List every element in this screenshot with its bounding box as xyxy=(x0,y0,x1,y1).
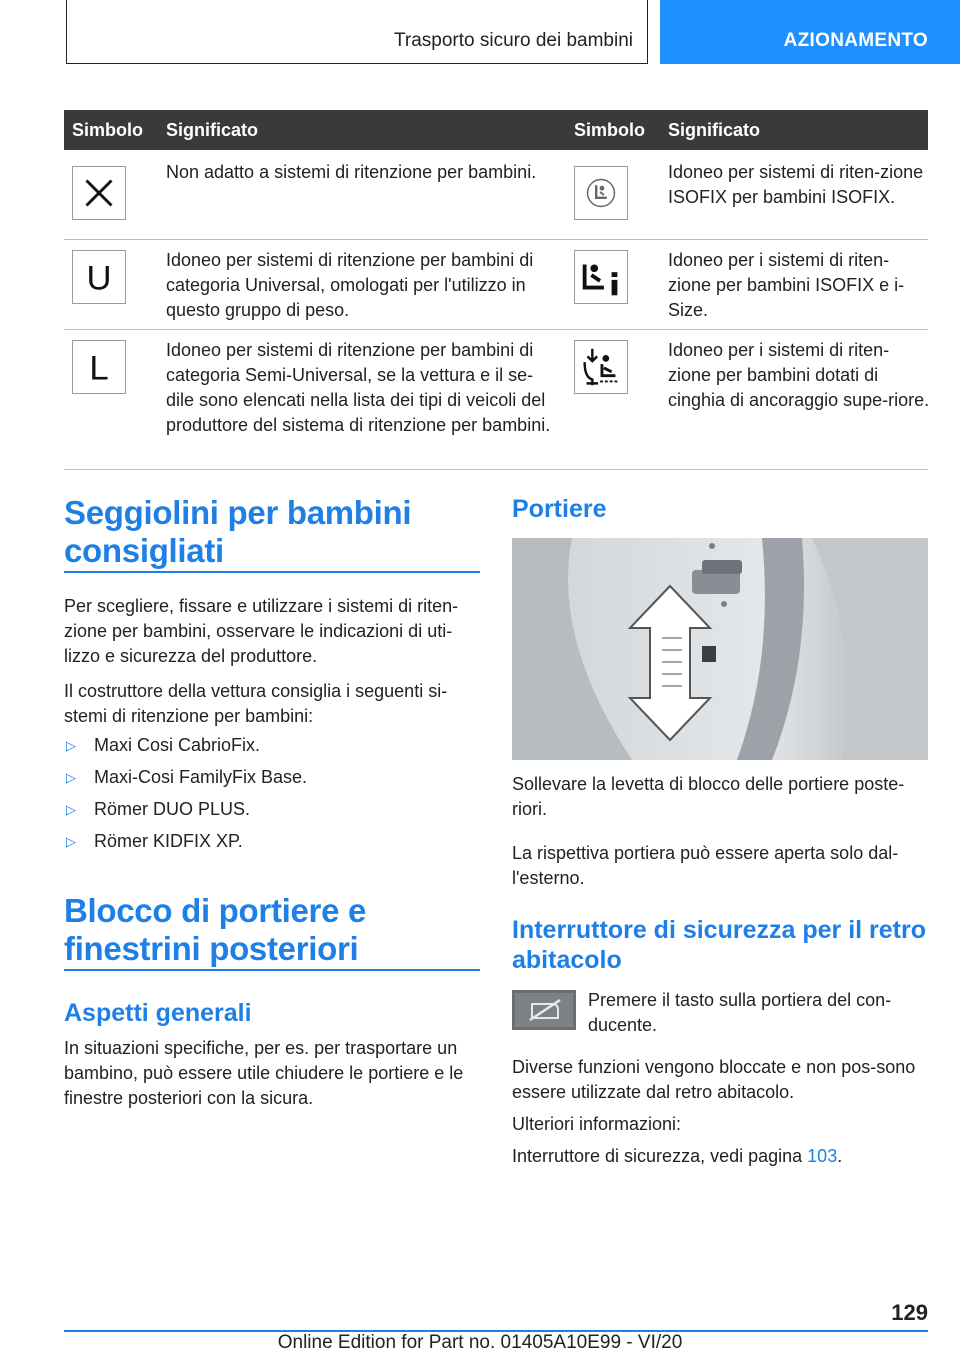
row2-right-text: Idoneo per i sistemi di riten-zione per bambini ISOFIX e i-Size. xyxy=(668,250,905,320)
heading-recommended-seats: Seggiolini per bambini consigliati xyxy=(64,494,412,569)
running-header-box xyxy=(66,0,648,64)
page-reference-link[interactable]: 103 xyxy=(807,1146,838,1166)
chapter-title: AZIONAMENTO xyxy=(783,30,928,51)
letter-l-icon xyxy=(72,340,126,394)
para-functions-blocked: Diverse funzioni vengono bloccate e non pos-sono essere utilizzate dal retro abitacolo. xyxy=(512,1057,916,1102)
col-header-symbol-1: Simbolo xyxy=(72,120,143,140)
top-tether-anchor-icon xyxy=(574,340,628,394)
subheading-general: Aspetti generali xyxy=(64,999,252,1027)
heading-rule xyxy=(64,969,480,971)
para-door-outside: La rispettiva portiera può essere aperta solo dal-l'esterno. xyxy=(512,843,899,888)
heading-door-window-lock: Blocco di portiere e finestrini posteriori xyxy=(64,892,367,967)
para-choose-seat: Per scegliere, fissare e utilizzare i sistemi di riten-zione per bambini, osservare le indicazioni di uti-lizzo e sicurezza del produttore. xyxy=(64,596,459,666)
triangle-bullet-icon: ▷ xyxy=(66,834,76,849)
heading-rule xyxy=(64,571,480,573)
triangle-bullet-icon: ▷ xyxy=(66,770,76,785)
heading-rear-safety-switch: Interruttore di sicurezza per il retro abitacolo xyxy=(512,916,926,974)
col-header-meaning-2: Significato xyxy=(668,120,761,140)
para-press-button: Premere il tasto sulla portiera del con-ducente. xyxy=(588,990,892,1035)
door-lock-lever-photo xyxy=(512,538,928,760)
isofix-seat-icon xyxy=(574,166,628,220)
triangle-bullet-icon: ▷ xyxy=(66,802,76,817)
para-manufacturer-recommends: Il costruttore della vettura consiglia i seguenti si-stemi di ritenzione per bambini: xyxy=(64,681,448,726)
para-more-info: Ulteriori informazioni: xyxy=(512,1114,682,1134)
svg-text:L: L xyxy=(89,349,109,388)
svg-text:U: U xyxy=(86,259,112,298)
row3-left-text: Idoneo per sistemi di ritenzione per bambini di categoria Semi-Universal, se la vettura e il se-dile sono elencati nella lista dei tipi di veicoli del produttore del sistema di ritenzione per bambini. xyxy=(166,340,551,435)
col-header-symbol-2: Simbolo xyxy=(574,120,645,140)
row2-left-text: Idoneo per sistemi di ritenzione per bambini di categoria Universal, omologati per l'utilizzo in questo gruppo di peso. xyxy=(166,250,534,320)
table-row xyxy=(64,150,928,240)
page-number: 129 xyxy=(891,1300,928,1325)
isofix-i-size-icon xyxy=(574,250,628,304)
para-general: In situazioni specifiche, per es. per trasportare un bambino, può essere utile chiudere le portiere e le finestre posteriori con la sicura. xyxy=(64,1038,464,1108)
footer-edition: Online Edition for Part no. 01405A10E99 - VI/20 xyxy=(277,1332,683,1353)
table-header-row xyxy=(64,110,928,150)
col-header-meaning-1: Significato xyxy=(166,120,259,140)
row3-right-text: Idoneo per i sistemi di riten-zione per bambini dotati di cinghia di ancoraggio supe-riore. xyxy=(668,340,930,410)
symbol-table xyxy=(64,110,928,470)
cross-icon xyxy=(72,166,126,220)
para-lift-lever: Sollevare la levetta di blocco delle portiere poste-riori. xyxy=(512,774,905,819)
table-row xyxy=(64,330,928,470)
row1-right-text: Idoneo per sistemi di riten-zione ISOFIX per bambini ISOFIX. xyxy=(668,162,924,207)
heading-doors: Portiere xyxy=(512,495,607,523)
rear-window-lock-button-icon xyxy=(512,990,576,1030)
letter-u-icon xyxy=(72,250,126,304)
triangle-bullet-icon: ▷ xyxy=(66,738,76,753)
section-title: Trasporto sicuro dei bambini xyxy=(393,30,633,51)
chapter-tab[interactable] xyxy=(660,0,960,64)
row1-left-text: Non adatto a sistemi di ritenzione per bambini. xyxy=(166,162,537,182)
para-see-page: Interruttore di sicurezza, vedi pagina 103. xyxy=(512,1146,843,1166)
table-row xyxy=(64,240,928,330)
